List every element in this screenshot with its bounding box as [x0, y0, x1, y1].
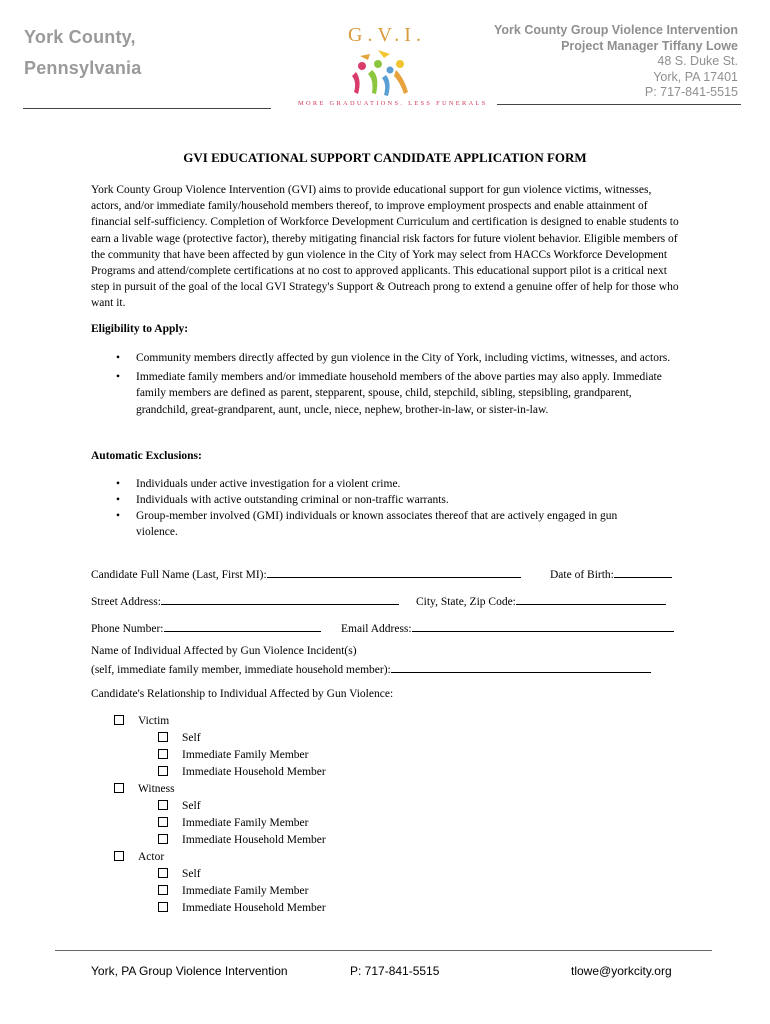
checkbox-label: Victim [138, 715, 170, 727]
checkbox-label: Immediate Family Member [182, 817, 309, 829]
checkbox-icon[interactable] [158, 766, 168, 776]
checkbox-victim-family[interactable] [114, 747, 326, 764]
exclusion-text: Group-member involved (GMI) individuals or known associates thereof that are actively engaged in gun violence. [136, 510, 618, 538]
county-name-line1: York County, [24, 27, 136, 47]
checkbox-icon[interactable] [158, 834, 168, 844]
checkbox-label: Immediate Household Member [182, 834, 326, 846]
footer-divider [55, 950, 712, 951]
checkbox-victim-self[interactable] [114, 730, 326, 747]
checkbox-label: Actor [138, 851, 165, 863]
org-city: York, PA 17401 [653, 69, 738, 84]
checkbox-icon[interactable] [158, 817, 168, 827]
checkbox-actor-household[interactable] [114, 900, 326, 917]
dob-row [550, 565, 672, 581]
affected-name-row [91, 660, 651, 676]
full-name-label: Candidate Full Name (Last, First MI): [91, 569, 267, 581]
affected-name-label-line2: (self, immediate family member, immediate household member): [91, 664, 391, 676]
checkbox-icon[interactable] [114, 783, 124, 793]
street-label: Street Address: [91, 596, 161, 608]
logo-title: G.V.I. [348, 24, 426, 46]
eligibility-text: Immediate family members and/or immediate household members of the above parties may also apply. Immediate family members are defined as parent, stepparent, spouse, child, stepchild, sibling, stepsibling, grandparent, grandchild, great-grandparent, aunt, uncle, niece, nephew, brother-in-law, or sister-in-law. [136, 370, 662, 416]
bullet-icon: • [116, 510, 121, 522]
city-label: City, State, Zip Code: [416, 596, 516, 608]
footer-org: York, PA Group Violence Intervention [91, 964, 288, 978]
header-divider-left [23, 108, 271, 109]
checkbox-witness-household[interactable] [114, 832, 326, 849]
checkbox-icon[interactable] [158, 885, 168, 895]
email-field[interactable] [412, 619, 674, 632]
checkbox-label: Self [182, 800, 201, 812]
org-phone: P: 717-841-5515 [644, 85, 738, 99]
list-item [91, 508, 683, 540]
checkbox-icon[interactable] [158, 749, 168, 759]
form-title: GVI EDUCATIONAL SUPPORT CANDIDATE APPLICATION FORM [183, 150, 587, 165]
checkbox-victim[interactable] [114, 713, 326, 730]
org-name: York County Group Violence Intervention [493, 23, 738, 37]
checkbox-label: Immediate Family Member [182, 885, 309, 897]
bullet-icon: • [116, 478, 121, 490]
checkbox-witness-self[interactable] [114, 798, 326, 815]
email-label: Email Address: [341, 623, 412, 635]
checkbox-icon[interactable] [158, 868, 168, 878]
eligibility-heading: Eligibility to Apply: [91, 323, 189, 335]
eligibility-list [91, 350, 683, 420]
exclusion-text: Individuals under active investigation for a violent crime. [136, 478, 401, 490]
email-row [341, 619, 674, 635]
checkbox-victim-household[interactable] [114, 764, 326, 781]
checkbox-icon[interactable] [158, 800, 168, 810]
county-name-line2: Pennsylvania [24, 58, 142, 78]
checkbox-icon[interactable] [158, 732, 168, 742]
checkbox-label: Witness [138, 783, 175, 795]
full-name-row [91, 565, 521, 581]
checkbox-label: Immediate Household Member [182, 902, 326, 914]
checkbox-label: Immediate Family Member [182, 749, 309, 761]
street-row [91, 592, 399, 608]
intro-paragraph: York County Group Violence Intervention (GVI) aims to provide educational support for gun violence victims, witnesses, actors, and/or immediate family/household members thereof, to improve employment prospects and enable attainment of financial self-sufficiency. Completion of Workforce Development Curriculum and certification is designed to enable students to earn a livable wage (protective factor), thereby mitigating financial risk factors for future violent behavior. Eligible members of the community that have been affected by gun violence in the City of York may select from HACCs Workforce Development Programs and attend/complete certifications at no cost to approved applicants. This educational support pilot is a critical next step in pursuit of the goal of the local GVI Strategy's Support & Outreach prong to extend a genuine offer of help for those who want it. [91, 184, 679, 310]
checkbox-icon[interactable] [158, 902, 168, 912]
org-manager: Project Manager Tiffany Lowe [561, 38, 738, 53]
list-item [91, 492, 683, 508]
full-name-field[interactable] [267, 565, 521, 578]
org-street: 48 S. Duke St. [657, 54, 738, 68]
dob-field[interactable] [614, 565, 672, 578]
gvi-logo [296, 20, 488, 112]
header-divider-right [497, 104, 741, 105]
city-state-zip-field[interactable] [516, 592, 666, 605]
street-field[interactable] [161, 592, 399, 605]
checkbox-witness[interactable] [114, 781, 326, 798]
checkbox-icon[interactable] [114, 851, 124, 861]
phone-field[interactable] [164, 619, 321, 632]
city-row [416, 592, 666, 608]
phone-row [91, 619, 321, 635]
checkbox-label: Self [182, 732, 201, 744]
list-item [91, 476, 683, 492]
exclusions-heading: Automatic Exclusions: [91, 450, 202, 462]
list-item [91, 350, 683, 367]
eligibility-text: Community members directly affected by gun violence in the City of York, including victims, witnesses, and actors. [136, 352, 671, 364]
exclusion-text: Individuals with active outstanding criminal or non-traffic warrants. [136, 494, 449, 506]
checkbox-actor-self[interactable] [114, 866, 326, 883]
org-contact-block [494, 23, 738, 101]
footer-phone: P: 717-841-5515 [350, 964, 440, 978]
relationship-label: Candidate's Relationship to Individual Affected by Gun Violence: [91, 688, 394, 700]
footer-email[interactable]: tlowe@yorkcity.org [571, 964, 672, 978]
checkbox-witness-family[interactable] [114, 815, 326, 832]
phone-label: Phone Number: [91, 623, 164, 635]
bullet-icon: • [116, 352, 121, 364]
checkbox-actor[interactable] [114, 849, 326, 866]
checkbox-label: Immediate Household Member [182, 766, 326, 778]
affected-name-label-line1: Name of Individual Affected by Gun Violence Incident(s) [91, 645, 357, 657]
affected-name-field[interactable] [391, 660, 651, 673]
checkbox-label: Self [182, 868, 201, 880]
dob-label: Date of Birth: [550, 569, 614, 581]
list-item [91, 369, 683, 419]
bullet-icon: • [116, 370, 121, 383]
bullet-icon: • [116, 494, 121, 506]
logo-tagline: MORE GRADUATIONS. LESS FUNERALS [298, 100, 488, 107]
checkbox-icon[interactable] [114, 715, 124, 725]
checkbox-actor-family[interactable] [114, 883, 326, 900]
logo-figures-icon [296, 20, 476, 100]
exclusions-list [91, 476, 683, 540]
relationship-checkbox-list [114, 713, 326, 917]
